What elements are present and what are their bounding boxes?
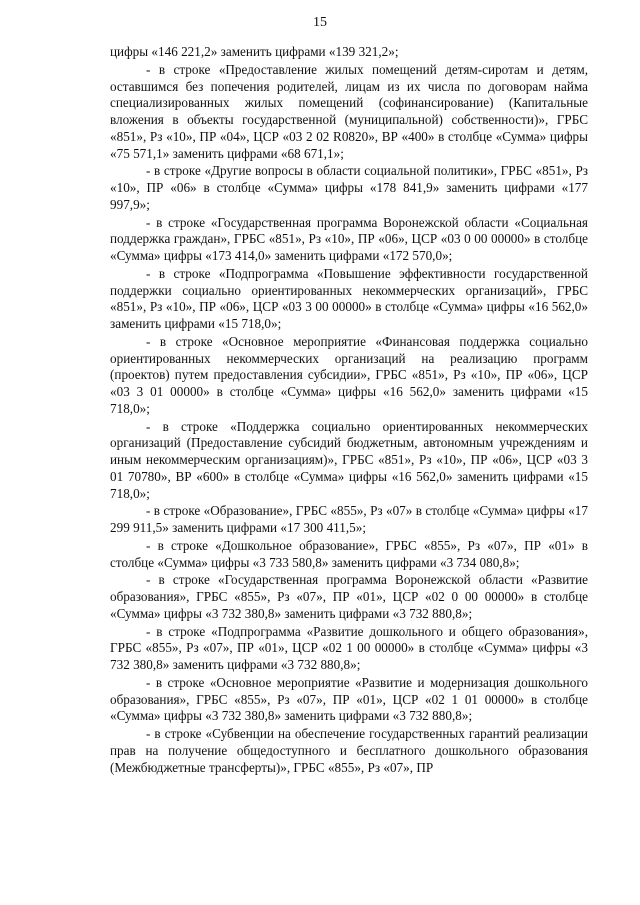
- paragraph: - в строке «Другие вопросы в области социальной политики», ГРБС «851», Рз «10», ПР «06» в столбце «Сумма» цифры «178 841,9» заменить цифрами «177 997,9»;: [110, 163, 588, 212]
- paragraph: - в строке «Подпрограмма «Развитие дошкольного и общего образования», ГРБС «855», Рз «07», ПР «01», ЦСР «02 1 00 00000» в столбце «Сумма» цифры «3 732 380,8» заменить цифрами «3 732 880,8»;: [110, 623, 588, 672]
- paragraph: - в строке «Дошкольное образование», ГРБС «855», Рз «07», ПР «01» в столбце «Сумма» цифры «3 733 580,8» заменить цифрами «3 734 080,8»;: [110, 537, 588, 570]
- paragraph: - в строке «Государственная программа Воронежской области «Социальная поддержка граждан», ГРБС «851», Рз «10», ПР «06», ЦСР «03 0 00 00000» в столбце «Сумма» цифры «173 414,0» заменить цифрами «172 570,0»;: [110, 214, 588, 263]
- paragraph: - в строке «Государственная программа Воронежской области «Развитие образования», ГРБС «855», Рз «07», ПР «01», ЦСР «02 0 00 00000» в столбце «Сумма» цифры «3 732 380,8» заменить цифрами «3 732 880,8»;: [110, 572, 588, 621]
- paragraph: - в строке «Субвенции на обеспечение государственных гарантий реализации прав на получение общедоступного и бесплатного дошкольного образования (Межбюджетные трансферты)», ГРБС «855», Рз «07», ПР: [110, 726, 588, 775]
- paragraph: - в строке «Предоставление жилых помещений детям-сиротам и детям, оставшимся без попечения родителей, лицам из их числа по договорам найма специализированных жилых помещений (софинансирование) (Капитальные вложения в объекты государственной (муниципальной) собственности)», ГРБС «851», Рз «10», ПР «04», ЦСР «03 2 02 R0820», ВР «400» в столбце «Сумма» цифры «75 571,1» заменить цифрами «68 671,1»;: [110, 61, 588, 161]
- paragraph-continuation: цифры «146 221,2» заменить цифрами «139 321,2»;: [110, 44, 399, 59]
- paragraph: - в строке «Основное мероприятие «Финансовая поддержка социально ориентированных некоммерческих организаций на реализацию программ (проектов) путем предоставления субсидии», ГРБС «851», Рз «10», ПР «06», ЦСР «03 3 01 00000» в столбце «Сумма» цифры «16 562,0» заменить цифрами «15 718,0»;: [110, 333, 588, 416]
- paragraph: - в строке «Поддержка социально ориентированных некоммерческих организаций (Предоставление субсидий бюджетным, автономным учреждениям и иным некоммерческим организациям)», ГРБС «851», Рз «10», ПР «06», ЦСР «03 3 01 70780», ВР «600» в столбце «Сумма» цифры «16 562,0» заменить цифрами «15 718,0»;: [110, 418, 588, 501]
- paragraph: - в строке «Подпрограмма «Повышение эффективности государственной поддержки социально ориентированных некоммерческих организаций», ГРБС «851», Рз «10», ПР «06», ЦСР «03 3 00 00000» в столбце «Сумма» цифры «16 562,0» заменить цифрами «15 718,0»;: [110, 265, 588, 331]
- page-number: 15: [313, 15, 327, 30]
- document-body: [110, 44, 588, 777]
- paragraph: - в строке «Основное мероприятие «Развитие и модернизация дошкольного образования», ГРБС «855», Рз «07», ПР «01», ЦСР «02 1 01 00000» в столбце «Сумма» цифры «3 732 380,8» заменить цифрами «3 732 880,8»;: [110, 674, 588, 724]
- paragraph: - в строке «Образование», ГРБС «855», Рз «07» в столбце «Сумма» цифры «17 299 911,5» заменить цифрами «17 300 411,5»;: [110, 503, 588, 535]
